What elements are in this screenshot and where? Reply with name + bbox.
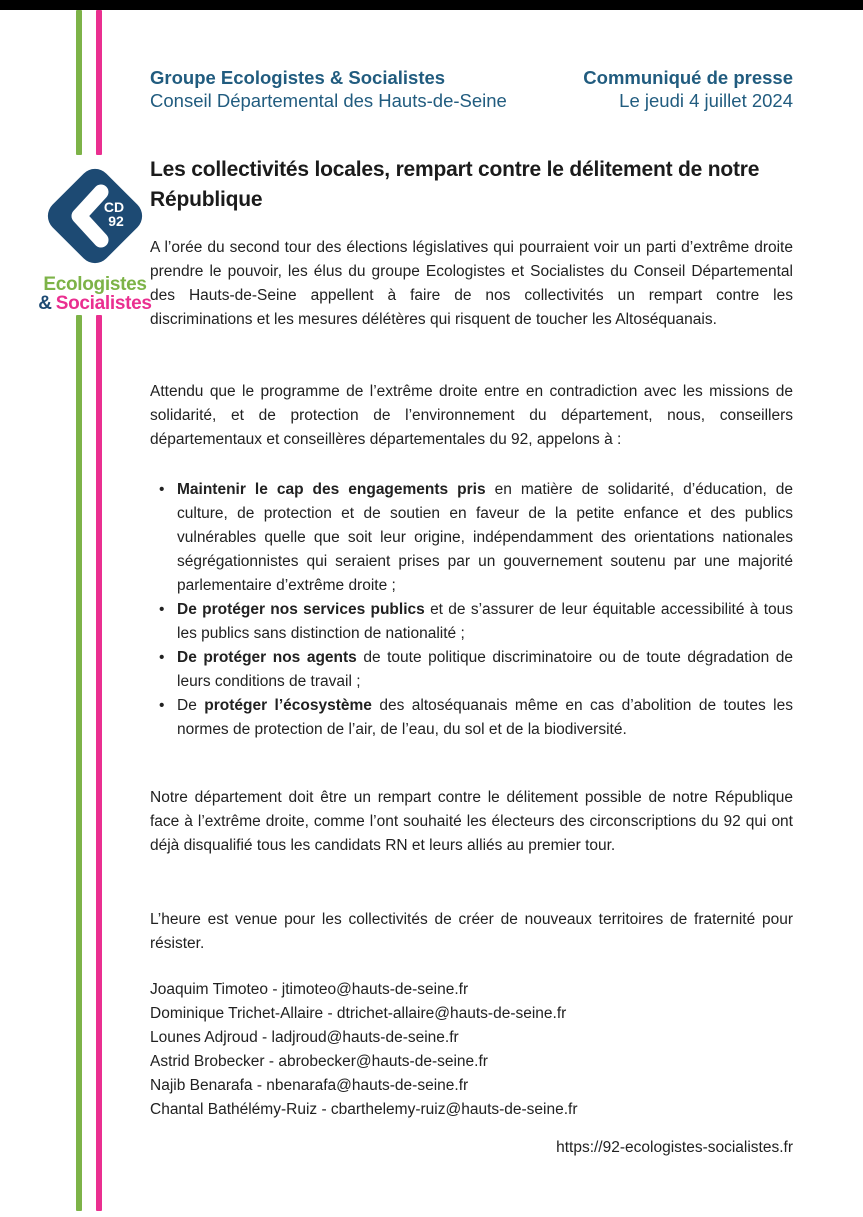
org-subtitle: Conseil Départemental des Hauts-de-Seine [150,90,507,111]
list-item [150,598,793,646]
cd92-logo [47,168,143,264]
top-letterbox-bar [0,0,863,10]
bullet-bold-lead: protéger l’écosystème [204,697,372,714]
bullet-text: des altoséquanais même en cas d’abolition de toutes les normes de protection de l’air, de l’eau, du sol et de la biodiversité. [177,697,793,738]
paragraph-attendu: Attendu que le programme de l’extrême droite entre en contradiction avec les missions de solidarité, et de protection de l’environnement du département, nous, conseillers départementaux et conseillères départementales du 92, appelons à : [150,383,793,448]
header-doc-block [583,66,793,112]
contact-line: Joaquim Timoteo - jtimoteo@hauts-de-seine.fr [150,981,469,998]
cd92-logo-art [47,168,143,264]
brand-stripe-green-top [76,10,82,155]
logo-cd-text: CD [103,199,125,215]
paragraph-heure: L’heure est venue pour les collectivités de créer de nouveaux territoires de fraternité pour résister. [150,911,793,952]
org-name: Groupe Ecologistes & Socialistes [150,67,446,88]
chevron-icon [79,192,101,240]
list-item [150,694,793,742]
contact-line: Najib Benarafa - nbenarafa@hauts-de-seine.fr [150,1077,469,1094]
contact-line: Astrid Brobecker - abrobecker@hauts-de-seine.fr [150,1053,488,1070]
paragraph-intro: A l’orée du second tour des élections législatives qui pourraient voir un parti d’extrême droite prendre le pouvoir, les élus du groupe Ecologistes et Socialistes du Conseil Départemental des Hauts-de-Seine appellent à faire de nos collectivités un rempart contre les discriminations et les mesures délétères qui risquent de toucher les Altoséquanais. [150,239,793,328]
doc-type-label: Communiqué de presse [583,67,793,88]
logo-wordmark [24,275,166,313]
paragraph-rempart: Notre département doit être un rempart contre le délitement possible de notre République face à l’extrême droite, comme l’ont souhaité les électeurs des circonscriptions du 92 qui ont déjà disqualifié tous les candidats RN et leurs alliés au premier tour. [150,789,793,854]
brand-stripe-pink-bottom [96,315,102,1211]
brand-stripe-pink-top [96,10,102,155]
bullet-bold-lead: De protéger nos agents [177,649,357,666]
demands-list [150,478,793,742]
document-header [150,66,793,112]
contacts-block [150,978,793,1122]
wordmark-socialistes-line [24,294,166,313]
bullet-text: en matière de solidarité, d’éducation, de culture, de protection et de soutien en faveur de la petite enfance et des publics vulnérables quelle que soit leur origine, indépendamment des orientations nationales ségrégationnistes qui seraient prises par un gouvernement soutenu par une majorité parlementaire d’extrême droite ; [177,481,793,594]
website-url[interactable]: https://92-ecologistes-socialistes.fr [556,1139,793,1156]
list-item [150,646,793,694]
doc-date: Le jeudi 4 juillet 2024 [619,90,793,111]
bullet-text: de toute politique discriminatoire ou de toute dégradation de leurs conditions de travail ; [177,649,793,690]
bullet-pre-text: De [177,697,205,714]
bullet-text: et de s’assurer de leur équitable accessibilité à tous les publics sans distinction de nationalité ; [177,601,793,642]
wordmark-ecologistes: Ecologistes [43,274,147,295]
list-item [150,478,793,598]
wordmark-ampersand: & [38,293,52,314]
contact-line: Lounes Adjroud - ladjroud@hauts-de-seine.fr [150,1029,459,1046]
brand-stripe-green-bottom [76,315,82,1211]
contact-line: Chantal Bathélémy-Ruiz - cbarthelemy-ruiz@hauts-de-seine.fr [150,1101,578,1118]
contact-line: Dominique Trichet-Allaire - dtrichet-allaire@hauts-de-seine.fr [150,1005,567,1022]
bullet-bold-lead: De protéger nos services publics [177,601,425,618]
logo-92-text: 92 [108,213,124,229]
header-org-block [150,66,507,112]
wordmark-socialistes: Socialistes [55,293,152,314]
page-title: Les collectivités locales, rempart contre le délitement de notre République [150,158,760,211]
bullet-bold-lead: Maintenir le cap des engagements pris [177,481,486,498]
